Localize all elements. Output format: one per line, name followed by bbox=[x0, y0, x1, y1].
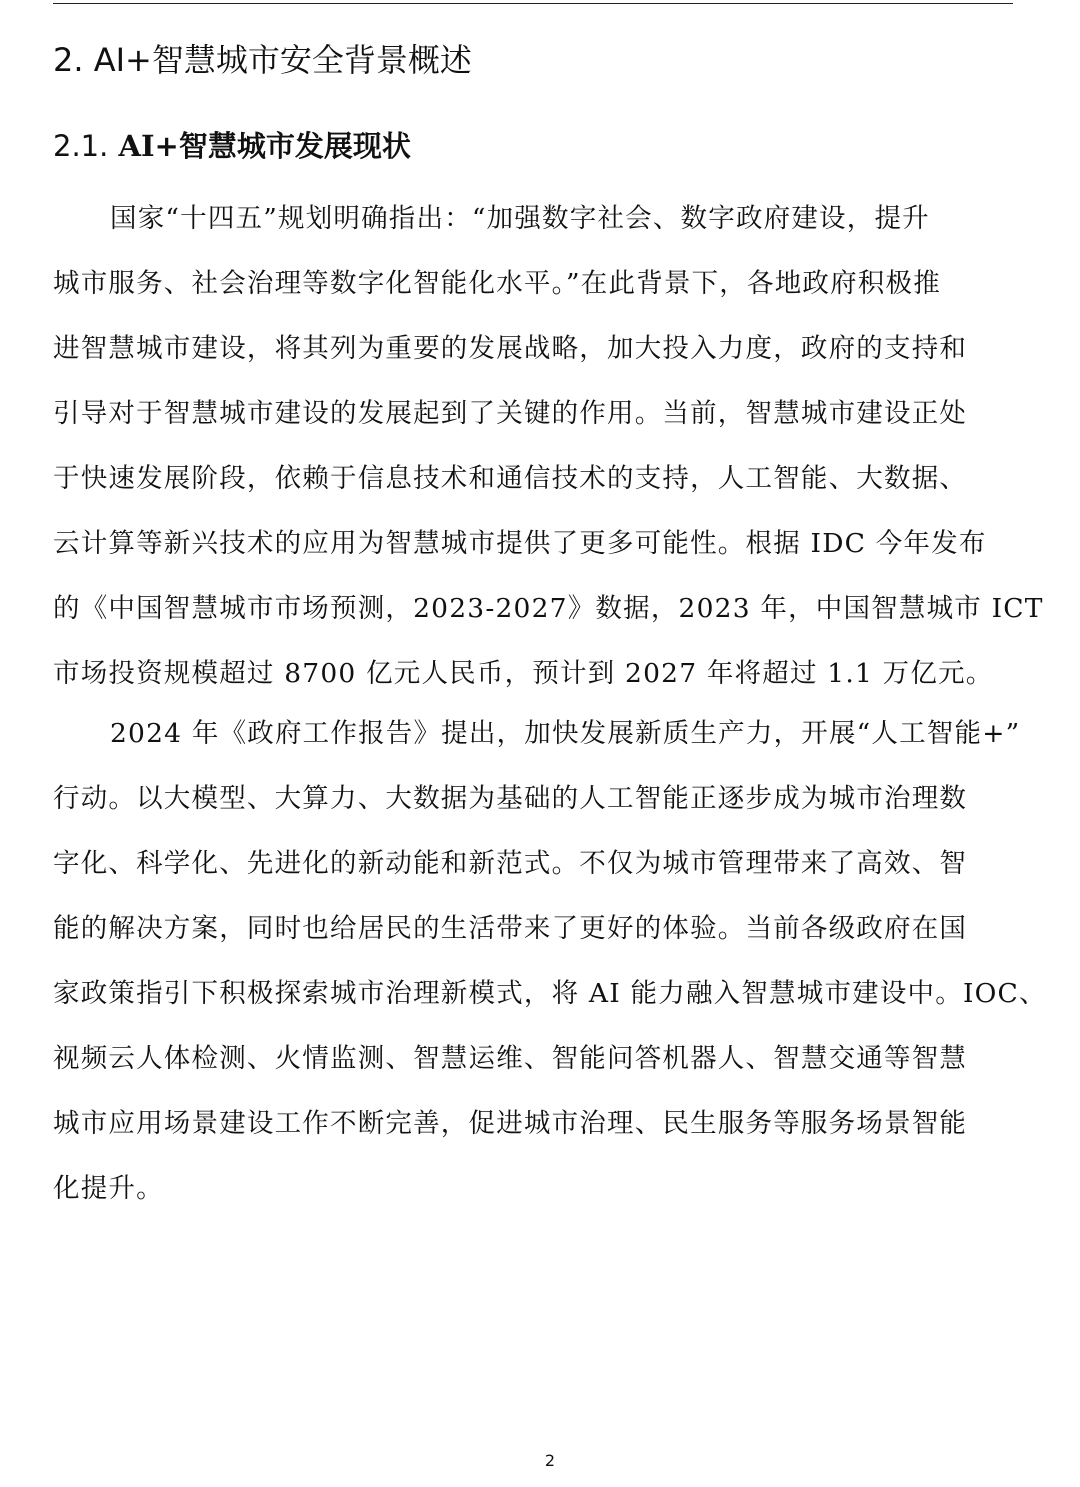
paragraph-1 bbox=[53, 186, 1044, 706]
section-heading bbox=[53, 34, 1013, 86]
paragraph-line: 城市服务、社会治理等数字化智能化水平。”在此背景下，各地政府积极推 bbox=[53, 268, 941, 299]
paragraph-line: 行动。以大模型、大算力、大数据为基础的人工智能正逐步成为城市治理数 bbox=[53, 783, 968, 814]
paragraph-line: 市场投资规模超过 8700 亿元人民币，预计到 2027 年将超过 1.1 万亿元。 bbox=[53, 658, 994, 689]
paragraph-line: 云计算等新兴技术的应用为智慧城市提供了更多可能性。根据 IDC 今年发布 bbox=[53, 528, 987, 559]
paragraph-line: 视频云人体检测、火情监测、智慧运维、智能问答机器人、智慧交通等智慧 bbox=[53, 1043, 968, 1074]
paragraph-line: 国家“十四五”规划明确指出：“加强数字社会、数字政府建设，提升 bbox=[110, 203, 930, 234]
paragraph-2 bbox=[53, 701, 1047, 1221]
paragraph-line: 城市应用场景建设工作不断完善，促进城市治理、民生服务等服务场景智能 bbox=[53, 1108, 968, 1139]
paragraph-line: 进智慧城市建设，将其列为重要的发展战略，加大投入力度，政府的支持和 bbox=[53, 333, 968, 364]
paragraph-line: 家政策指引下积极探索城市治理新模式，将 AI 能力融入智慧城市建设中。IOC、 bbox=[53, 978, 1047, 1009]
page-number: 2 bbox=[544, 1451, 556, 1470]
subsection-heading bbox=[53, 123, 1013, 169]
section-number: 2. bbox=[53, 41, 84, 79]
subsection-number: 2.1. bbox=[53, 129, 109, 163]
header-rule bbox=[53, 3, 1013, 4]
paragraph-line: 字化、科学化、先进化的新动能和新范式。不仅为城市管理带来了高效、智 bbox=[53, 848, 968, 879]
paragraph-line: 化提升。 bbox=[53, 1173, 164, 1204]
paragraph-line: 的《中国智慧城市市场预测，2023-2027》数据，2023 年，中国智慧城市 ICT bbox=[53, 593, 1044, 624]
section-title: AI+智慧城市安全背景概述 bbox=[93, 41, 472, 79]
paragraph-line: 能的解决方案，同时也给居民的生活带来了更好的体验。当前各级政府在国 bbox=[53, 913, 968, 944]
paragraph-line: 引导对于智慧城市建设的发展起到了关键的作用。当前，智慧城市建设正处 bbox=[53, 398, 968, 429]
paragraph-line: 2024 年《政府工作报告》提出，加快发展新质生产力，开展“人工智能+” bbox=[110, 718, 1021, 749]
subsection-title: AI+智慧城市发展现状 bbox=[118, 129, 411, 163]
paragraph-line: 于快速发展阶段，依赖于信息技术和通信技术的支持，人工智能、大数据、 bbox=[53, 463, 968, 494]
